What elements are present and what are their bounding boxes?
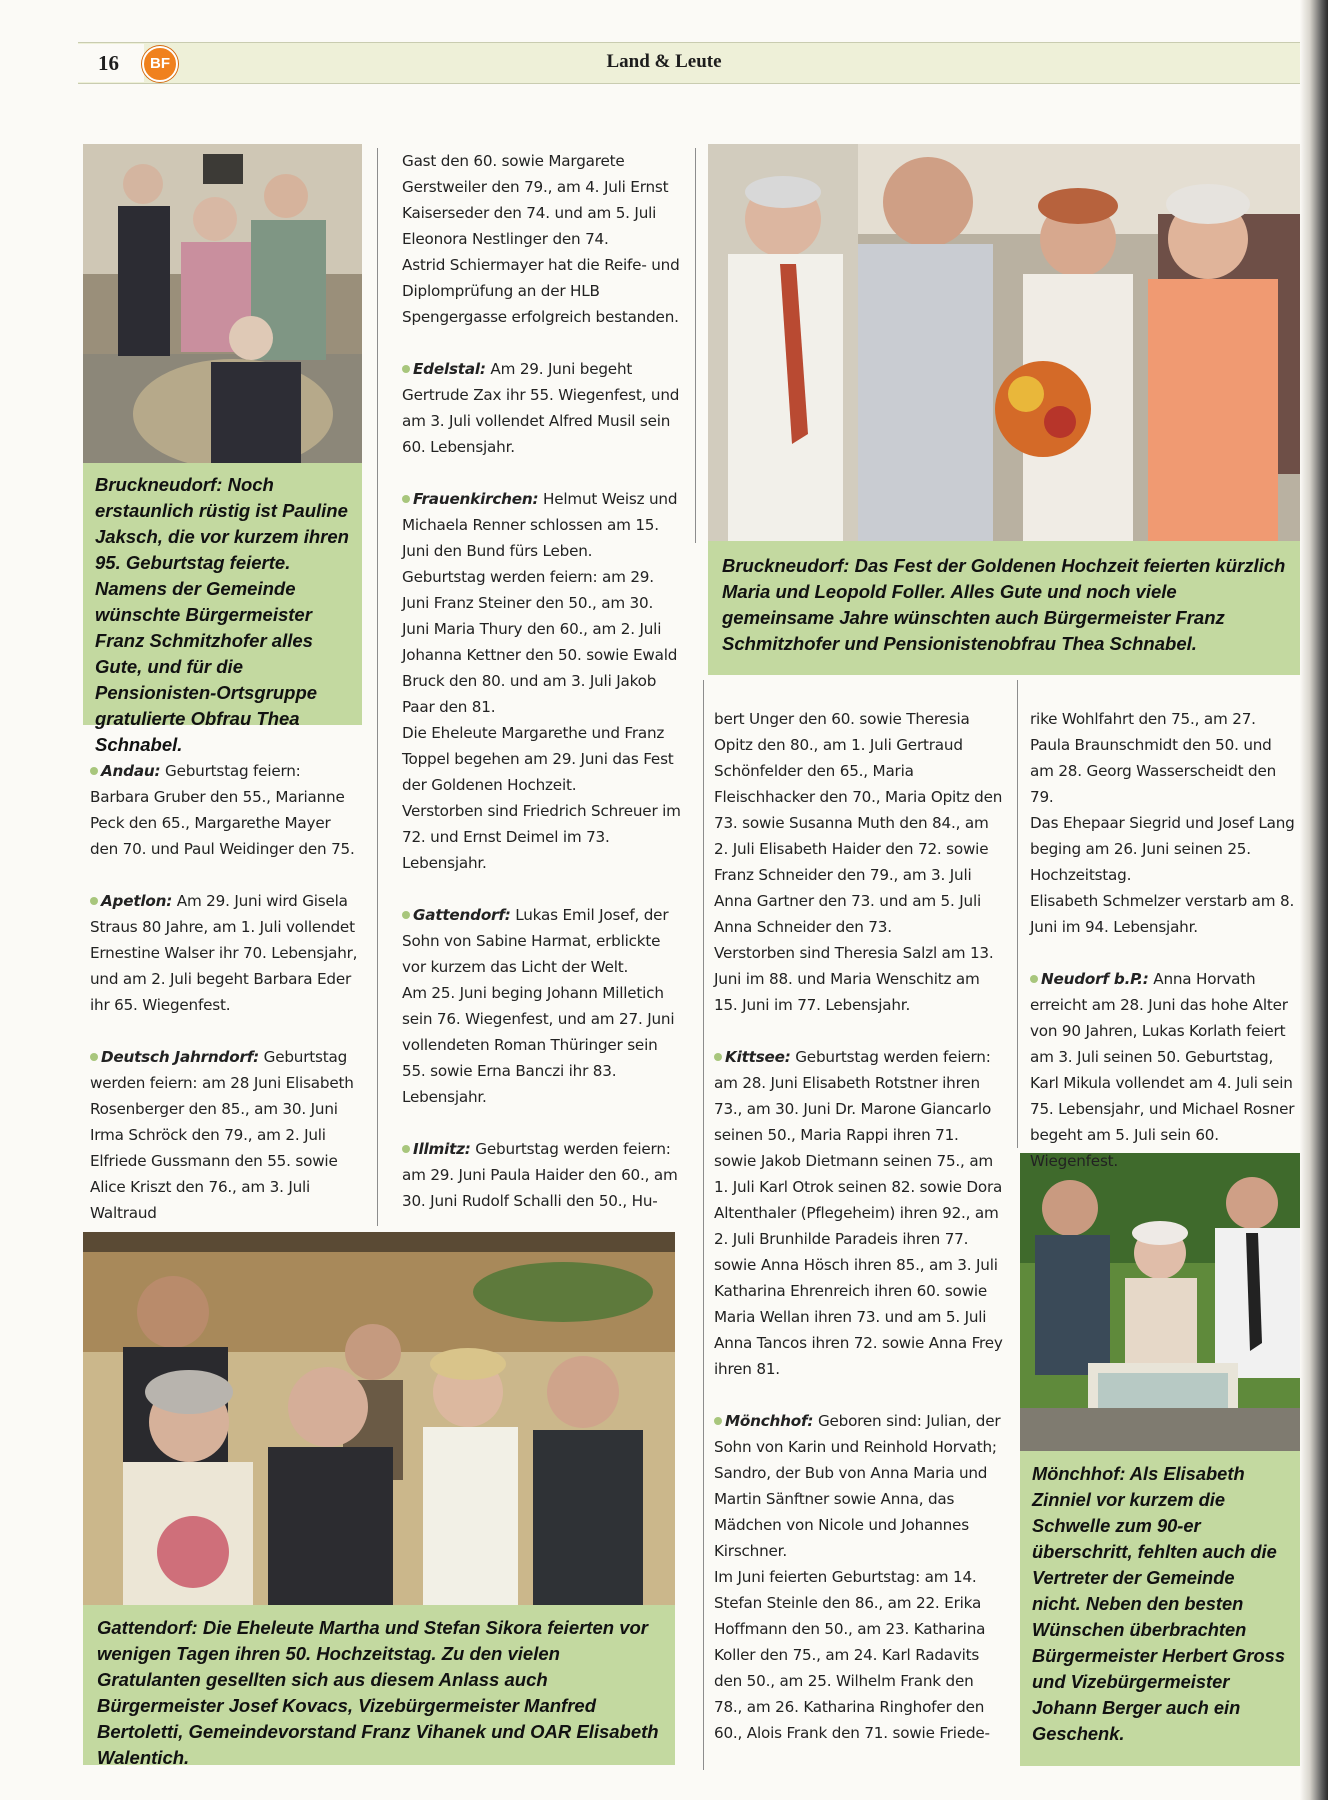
entry-place: Kittsee: <box>725 1048 791 1066</box>
entry-text: Am 25. Juni beging Johann Milletich sein 76. Wiegenfest, und am 27. Juni vollendeten Roman Thüringer sein 55. sowie Erna Banczi ihr 83. Lebensjahr. <box>402 984 675 1106</box>
entry-text: Verstorben sind Friedrich Schreuer im 72. und Ernst Deimel im 73. Lebensjahr. <box>402 802 681 872</box>
entry-text: Geburtstag feiern: Barbara Gruber den 55., Marianne Peck den 65., Margarethe Mayer den 70. und Paul Weidinger den 75. <box>90 762 355 858</box>
section-title: Land & Leute <box>606 51 722 72</box>
entry-continuation: Das Ehepaar Siegrid und Josef Lang beging am 26. Juni seinen 25. Hochzeitstag. <box>1030 814 1295 884</box>
bullet-icon <box>90 767 98 775</box>
entry-continuation: Elisabeth Schmelzer verstarb am 8. Juni im 94. Lebensjahr. <box>1030 892 1295 936</box>
caption-moenchhof-zinniel: Mönchhof: Als Elisabeth Zinniel vor kurzem die Schwelle zum 90-er überschritt, fehlten auch die Vertreter der Gemeinde nicht. Neben den besten Wünschen überbrachten Bürgermeister Herbert Gross und Vizebürgermeister Johann Berger auch ein Geschenk. <box>1020 1451 1300 1766</box>
entry-andau <box>90 758 362 862</box>
photo-moenchhof-zinniel <box>1020 1153 1300 1451</box>
column-rule <box>695 148 696 543</box>
column-rule <box>1017 680 1018 1148</box>
bullet-icon <box>714 1417 722 1425</box>
entry-continuation: Gast den 60. sowie Margarete Gerstweiler den 79., am 4. Juli Ernst Kaiserseder den 74. und am 5. Juli Eleonora Nestlinger den 74. <box>402 152 669 248</box>
column-3-text <box>714 706 1004 1746</box>
column-1-text <box>90 758 362 1226</box>
caption-bruckneudorf-jaksch: Bruckneudorf: Noch erstaunlich rüstig ist Pauline Jaksch, die vor kurzem ihren 95. Geburtstag feierte. Namens der Gemeinde wünschte Bürgermeister Franz Schmitzhofer alles Gute, und für die Pensionisten-Ortsgruppe gratulierte Obfrau Thea Schnabel. <box>83 463 362 725</box>
entry-text: Geboren sind: Julian, der Sohn von Karin und Reinhold Horvath; Sandro, der Bub von Anna Maria und Martin Sänftner sowie Anna, das Mädchen von Nicole und Johannes Kirschner. <box>714 1412 1001 1560</box>
photo-bruckneudorf-jaksch <box>83 144 362 463</box>
entry-kittsee <box>714 1044 1004 1382</box>
bullet-icon <box>402 365 410 373</box>
caption-gattendorf-sikora: Gattendorf: Die Eheleute Martha und Stefan Sikora feierten vor wenigen Tagen ihren 50. Hochzeitstag. Zu den vielen Gratulanten gesellten sich aus diesem Anlass auch Bürgermeister Josef Kovacs, Vizebürgermeister Manfred Bertoletti, Gemeindevorstand Franz Vihanek und OAR Elisabeth Walentich. <box>83 1605 675 1765</box>
bullet-icon <box>90 897 98 905</box>
entry-neudorf <box>1030 966 1298 1174</box>
entry-text: Lukas Emil Josef, der Sohn von Sabine Harmat, erblickte vor kurzem das Licht der Welt. <box>402 906 669 976</box>
bullet-icon <box>90 1053 98 1061</box>
entry-text: Die Eheleute Margarethe und Franz Toppel begehen am 29. Juni das Fest der Goldenen Hochzeit. <box>402 724 674 794</box>
bullet-icon <box>714 1053 722 1061</box>
entry-place: Deutsch Jahrndorf: <box>101 1048 260 1066</box>
photo-bruckneudorf-foller <box>708 144 1300 541</box>
column-rule <box>703 680 704 1770</box>
entry-place: Apetlon: <box>101 892 173 910</box>
entry-place: Andau: <box>101 762 161 780</box>
photo-gattendorf-sikora <box>83 1232 675 1605</box>
column-2-text <box>402 148 682 1214</box>
entry-apetlon <box>90 888 362 1018</box>
entry-illmitz <box>402 1136 682 1214</box>
entry-continuation: Verstorben sind Theresia Salzl am 13. Juni im 88. und Maria Wenschitz am 15. Juni im 77. Lebensjahr. <box>714 944 994 1014</box>
caption-bruckneudorf-foller: Bruckneudorf: Das Fest der Goldenen Hochzeit feierten kürzlich Maria und Leopold Foller. Alles Gute und noch viele gemeinsame Jahre wünschten auch Bürgermeister Franz Schmitzhofer und Pensionistenobfrau Thea Schnabel. <box>708 541 1300 675</box>
entry-deutsch-jahrndorf <box>90 1044 362 1226</box>
column-rule <box>377 148 378 1226</box>
entry-frauenkirchen <box>402 486 682 564</box>
column-4-text <box>1030 706 1298 1174</box>
entry-continuation: rike Wohlfahrt den 75., am 27. Paula Braunschmidt den 50. und am 28. Georg Wasserscheidt den 79. <box>1030 710 1277 806</box>
bullet-icon <box>402 495 410 503</box>
entry-text: Am 29. Juni wird Gisela Straus 80 Jahre, am 1. Juli vollendet Ernestine Walser ihr 70. Lebensjahr, und am 2. Juli begeht Barbara Eder ihr 65. Wiegenfest. <box>90 892 358 1014</box>
entry-text: Geburtstag werden feiern: am 28. Juni Elisabeth Rotstner ihren 73., am 30. Juni Dr. Marone Giancarlo seinen 50., Maria Rappi ihren 71. sowie Jakob Dietmann seinen 75., am 1. Juli Karl Otrok seinen 82. sowie Dora Altenthaler (Pflegeheim) ihren 92., am 2. Juli Brunhilde Paradeis ihren 77. sowie Anna Hösch ihren 85., am 3. Juli Katharina Ehrenreich ihren 60. sowie Maria Wellan ihren 73. und am 5. Juli Anna Tancos ihren 72. sowie Anna Frey ihren 81. <box>714 1048 1003 1378</box>
entry-place: Mönchhof: <box>725 1412 814 1430</box>
entry-place: Edelstal: <box>413 360 486 378</box>
entry-place: Neudorf b.P.: <box>1041 970 1149 988</box>
entry-gattendorf <box>402 902 682 980</box>
bullet-icon <box>402 1145 410 1153</box>
page-spine-shadow <box>1300 0 1328 1800</box>
entry-text: Geburtstag werden feiern: am 29. Juni Franz Steiner den 50., am 30. Juni Maria Thury den 60., am 2. Juli Johanna Kettner den 50. sowie Ewald Bruck den 80. und am 3. Juli Jakob Paar den 81. <box>402 568 678 716</box>
entry-continuation: Astrid Schiermayer hat die Reife- und Diplomprüfung an der HLB Spengergasse erfolgreich bestanden. <box>402 256 680 326</box>
page-number: 16 <box>78 44 144 82</box>
entry-moenchhof <box>714 1408 1004 1564</box>
entry-edelstal <box>402 356 682 460</box>
entry-place: Illmitz: <box>413 1140 471 1158</box>
publication-logo: BF <box>142 46 178 82</box>
entry-text: Anna Horvath erreicht am 28. Juni das hohe Alter von 90 Jahren, Lukas Korlath feiert am 3. Juli seinen 50. Geburtstag, Karl Mikula vollendet am 4. Juli sein 75. Lebensjahr, und Michael Rosner begeht am 5. Juli sein 60. Wiegenfest. <box>1030 970 1295 1170</box>
entry-text: Im Juni feierten Geburtstag: am 14. Stefan Steinle den 86., am 22. Erika Hoffmann den 50., am 23. Katharina Koller den 75., am 24. Karl Radavits den 50., am 25. Wilhelm Frank den 78., am 26. Katharina Ringhofer den 60., Alois Frank den 71. sowie Friede- <box>714 1568 990 1742</box>
entry-text: Geburtstag werden feiern: am 28 Juni Elisabeth Rosenberger den 85., am 30. Juni Irma Schröck den 79., am 2. Juli Elfriede Gussmann den 55. sowie Alice Kriszt den 76., am 3. Juli Waltraud <box>90 1048 354 1222</box>
bullet-icon <box>402 911 410 919</box>
entry-text: Am 29. Juni begeht Gertrude Zax ihr 55. Wiegenfest, und am 3. Juli vollendet Alfred Musil sein 60. Lebensjahr. <box>402 360 680 456</box>
entry-text: Helmut Weisz und Michaela Renner schlossen am 15. Juni den Bund fürs Leben. <box>402 490 678 560</box>
entry-place: Gattendorf: <box>413 906 511 924</box>
entry-continuation: bert Unger den 60. sowie Theresia Opitz den 80., am 1. Juli Gertraud Schönfelder den 65., Maria Fleischhacker den 70., Maria Opitz den 73. sowie Susanna Muth den 84., am 2. Juli Elisabeth Haider den 72. sowie Franz Schneider den 79., am 3. Juli Anna Gartner den 73. und am 5. Juli Anna Schneider den 73. <box>714 710 1003 936</box>
entry-text: Geburtstag werden feiern: am 29. Juni Paula Haider den 60., am 30. Juni Rudolf Schalli den 50., Hu- <box>402 1140 678 1210</box>
bullet-icon <box>1030 975 1038 983</box>
entry-place: Frauenkirchen: <box>413 490 539 508</box>
